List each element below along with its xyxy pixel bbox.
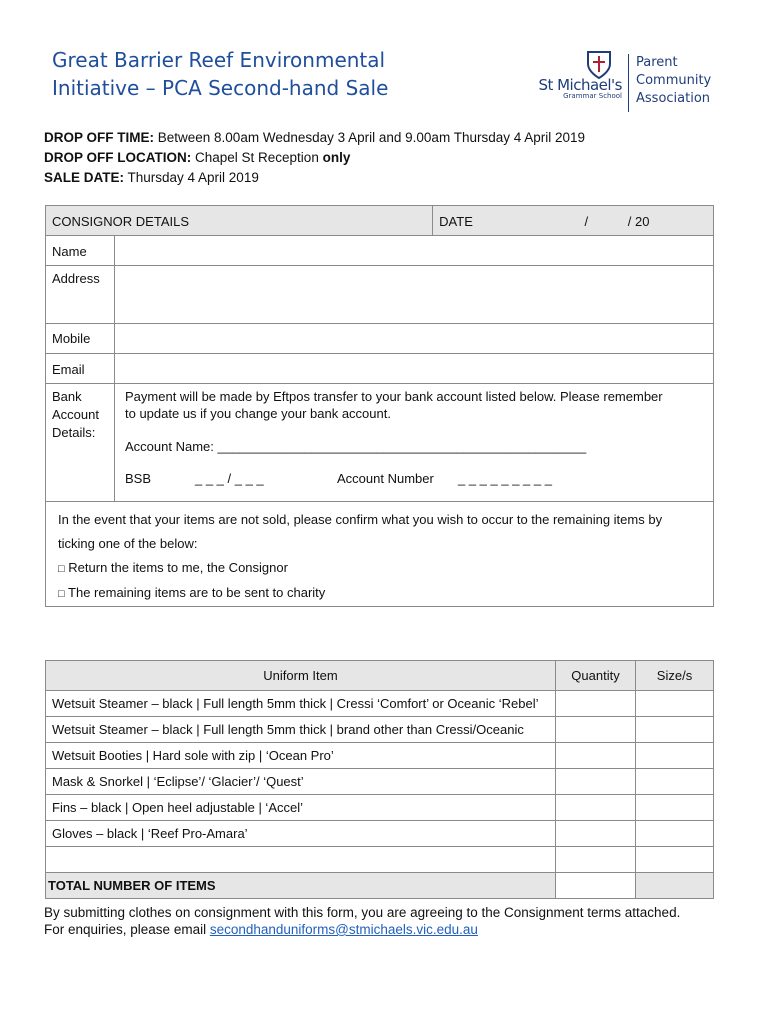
table-row (46, 795, 714, 821)
email-field[interactable] (115, 354, 714, 384)
option-charity[interactable] (58, 581, 703, 606)
item-name: Gloves – black | ‘Reef Pro-Amara’ (46, 821, 556, 847)
title-line-1: Great Barrier Reef Environmental (52, 48, 386, 72)
col-quantity: Quantity (556, 661, 636, 691)
bsb-row (125, 470, 707, 487)
account-number-label: Account Number (337, 471, 434, 486)
option-return[interactable] (58, 556, 703, 581)
school-subtitle: Grammar School (563, 92, 622, 100)
date-field[interactable] (433, 206, 714, 236)
total-size-cell (636, 873, 714, 899)
table-row (46, 743, 714, 769)
sale-date-value: Thursday 4 April 2019 (124, 170, 259, 185)
option-charity-label: The remaining items are to be sent to charity (68, 585, 326, 600)
account-number-blanks: _ _ _ _ _ _ _ _ _ (458, 471, 552, 486)
bank-label-3: Details: (52, 425, 96, 440)
item-name: Mask & Snorkel | ‘Eclipse’/ ‘Glacier’/ ‘Quest’ (46, 769, 556, 795)
unsold-text-2: ticking one of the below: (58, 536, 198, 551)
size-cell[interactable] (636, 743, 714, 769)
mobile-label: Mobile (46, 324, 115, 354)
title-line-2: Initiative – PCA Second-hand Sale (52, 76, 389, 100)
date-label: DATE (439, 214, 473, 229)
bank-label-1: Bank (52, 389, 82, 404)
school-logo (534, 50, 734, 116)
quantity-cell[interactable] (556, 769, 636, 795)
size-cell[interactable] (636, 847, 714, 873)
footer-enquiries-prefix: For enquiries, please email (44, 922, 210, 937)
checkbox-icon[interactable]: □ (58, 588, 65, 600)
dropoff-location-label: DROP OFF LOCATION: (44, 150, 192, 165)
footer-consent-text: By submitting clothes on consignment with this form, you are agreeing to the Consignment terms attached. (44, 905, 681, 920)
col-sizes: Size/s (636, 661, 714, 691)
bsb-blanks: _ _ _ / _ _ _ (195, 471, 264, 486)
email-label: Email (46, 354, 115, 384)
dropoff-location-emphasis: only (322, 150, 351, 165)
quantity-cell[interactable] (556, 691, 636, 717)
payment-text-1: Payment will be made by Eftpos transfer to your bank account listed below. Please remember (125, 389, 663, 404)
item-name[interactable] (46, 847, 556, 873)
size-cell[interactable] (636, 717, 714, 743)
dropoff-time-label: DROP OFF TIME: (44, 130, 154, 145)
date-slash: / (584, 214, 589, 229)
quantity-cell[interactable] (556, 821, 636, 847)
bank-details-field[interactable] (115, 384, 714, 502)
footer-note (44, 904, 680, 938)
pca-name (636, 54, 711, 108)
item-name: Wetsuit Steamer – black | Full length 5mm thick | Cressi ‘Comfort’ or Oceanic ‘Rebel’ (46, 691, 556, 717)
size-cell[interactable] (636, 795, 714, 821)
item-name: Wetsuit Steamer – black | Full length 5mm thick | brand other than Cressi/Oceanic (46, 717, 556, 743)
dropoff-time-value: Between 8.00am Wednesday 3 April and 9.00am Thursday 4 April 2019 (154, 130, 586, 145)
page-title (52, 46, 388, 102)
unsold-items-section (46, 502, 714, 607)
sale-date-label: SALE DATE: (44, 170, 124, 185)
address-field[interactable] (115, 266, 714, 324)
bank-label-2: Account (52, 407, 99, 422)
table-row (46, 769, 714, 795)
address-label: Address (46, 266, 115, 324)
date-year: / 20 (627, 214, 650, 229)
bank-label (46, 384, 115, 502)
size-cell[interactable] (636, 691, 714, 717)
table-row (46, 847, 714, 873)
pca-line-3: Association (636, 91, 711, 106)
contact-email-link[interactable]: secondhanduniforms@stmichaels.vic.edu.au (209, 922, 478, 937)
total-row (46, 873, 714, 899)
payment-text-2: to update us if you change your bank account. (125, 406, 391, 421)
table-row (46, 821, 714, 847)
logo-divider (628, 54, 629, 112)
dropoff-time (44, 128, 585, 148)
consignor-details-table (45, 205, 714, 607)
dropoff-location (44, 148, 585, 168)
item-name: Fins – black | Open heel adjustable | ‘Accel’ (46, 795, 556, 821)
school-name (534, 76, 622, 100)
table-row (46, 691, 714, 717)
quantity-cell[interactable] (556, 717, 636, 743)
uniform-items-table (45, 660, 714, 899)
name-field[interactable] (115, 236, 714, 266)
total-quantity-cell[interactable] (556, 873, 636, 899)
mobile-field[interactable] (115, 324, 714, 354)
sale-date (44, 168, 585, 188)
col-uniform-item: Uniform Item (46, 661, 556, 691)
bsb-label: BSB (125, 471, 152, 486)
unsold-text-1: In the event that your items are not sold, please confirm what you wish to occur to the remaining items by (58, 512, 663, 527)
quantity-cell[interactable] (556, 847, 636, 873)
total-label: TOTAL NUMBER OF ITEMS (46, 873, 556, 899)
account-name-line: Account Name: ___________________________________________________ (125, 439, 587, 454)
size-cell[interactable] (636, 821, 714, 847)
name-label: Name (46, 236, 115, 266)
quantity-cell[interactable] (556, 743, 636, 769)
quantity-cell[interactable] (556, 795, 636, 821)
pca-line-1: Parent (636, 55, 678, 70)
checkbox-icon[interactable]: □ (58, 563, 65, 575)
footer-enquiries (44, 921, 680, 938)
sale-info (44, 128, 585, 188)
pca-line-2: Community (636, 73, 712, 88)
item-name: Wetsuit Booties | Hard sole with zip | ‘Ocean Pro’ (46, 743, 556, 769)
size-cell[interactable] (636, 769, 714, 795)
consignor-heading: CONSIGNOR DETAILS (46, 206, 433, 236)
option-return-label: Return the items to me, the Consignor (68, 560, 288, 575)
dropoff-location-value: Chapel St Reception (191, 150, 323, 165)
table-row (46, 717, 714, 743)
school-name-text: St Michael's (538, 76, 622, 94)
